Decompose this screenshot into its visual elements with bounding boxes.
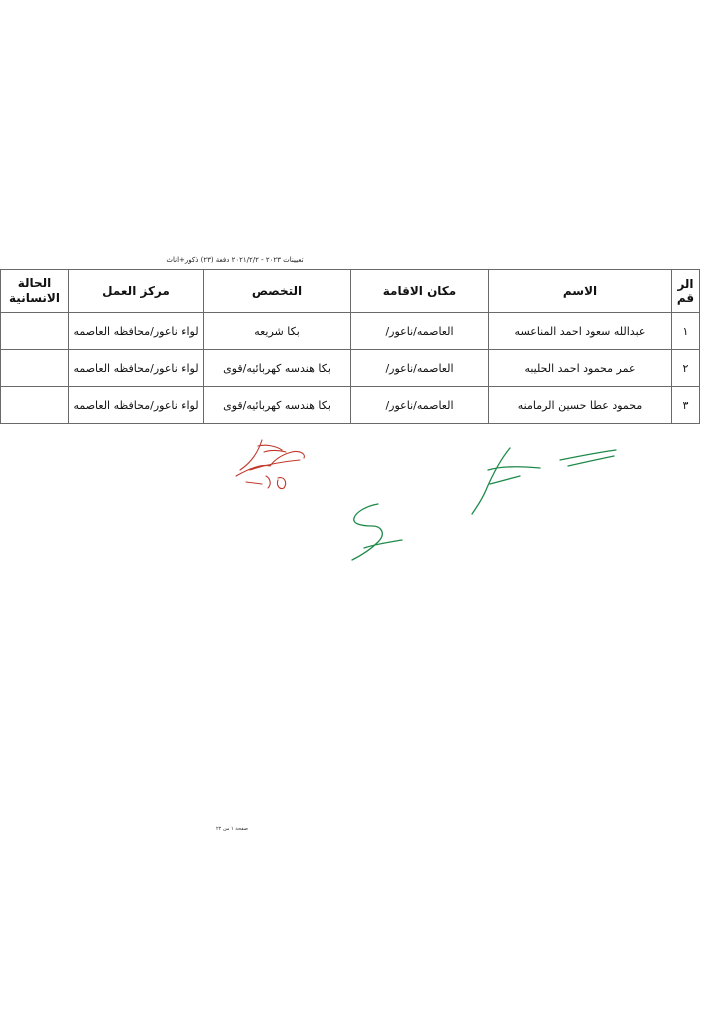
cell-humanitarian [1,387,69,424]
cell-workplace: لواء ناعور/محافظه العاصمه [69,313,204,350]
table-row [1,387,700,424]
cell-name: عبدالله سعود احمد المناعسه [489,313,672,350]
appointments-table [0,269,700,424]
cell-workplace: لواء ناعور/محافظه العاصمه [69,350,204,387]
green-signature-bottom [352,504,402,560]
green-signature-right [472,448,616,514]
cell-humanitarian [1,313,69,350]
red-signature [236,440,304,489]
cell-name: عمر محمود احمد الحليبه [489,350,672,387]
header-residence: مكان الاقامة [351,270,489,313]
header-humanitarian: الحالة الانسانية [1,270,69,313]
table-row [1,313,700,350]
cell-residence: العاصمه/ناعور/ [351,350,489,387]
cell-specialization: بكا شريعه [204,313,351,350]
table-row [1,350,700,387]
cell-name: محمود عطا حسين الرمامنه [489,387,672,424]
header-workplace: مركز العمل [69,270,204,313]
cell-specialization: بكا هندسه كهربائيه/قوى [204,350,351,387]
header-specialization: التخصص [204,270,351,313]
page-footer: صفحة ١ من ٢٢ [215,826,248,832]
cell-specialization: بكا هندسه كهربائيه/قوى [204,387,351,424]
header-name: الاسم [489,270,672,313]
table-caption: تعيينات ٢٠٢٣ - ٢٠٢١/٢/٢ دفعة (٢٣) ذكور+اناث [166,256,304,264]
cell-raqm: ٢ [672,350,700,387]
table-header-row [1,270,700,313]
cell-raqm: ١ [672,313,700,350]
cell-residence: العاصمه/ناعور/ [351,313,489,350]
cell-raqm: ٣ [672,387,700,424]
cell-humanitarian [1,350,69,387]
cell-residence: العاصمه/ناعور/ [351,387,489,424]
header-raqm: الر قم [672,270,700,313]
cell-workplace: لواء ناعور/محافظه العاصمه [69,387,204,424]
